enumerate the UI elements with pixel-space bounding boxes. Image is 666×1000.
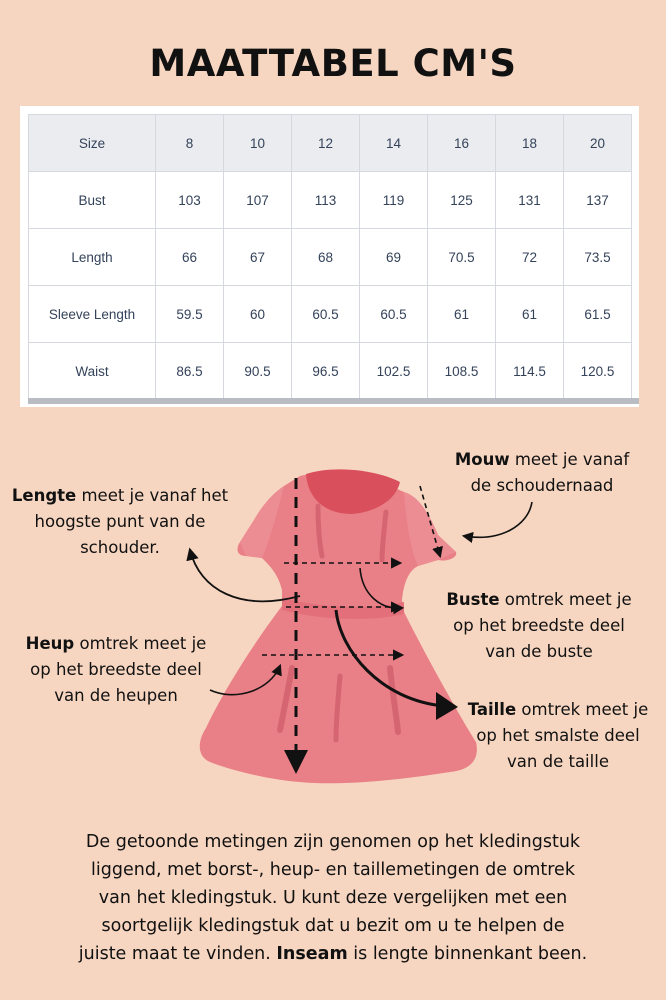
header-size: 8	[156, 115, 224, 172]
table-cell: 72	[496, 229, 564, 286]
callout-line	[454, 697, 662, 723]
row-label: Waist	[29, 343, 156, 400]
callout-term: Buste	[446, 590, 500, 609]
table-cell: 61	[496, 286, 564, 343]
table-cell: 120.5	[564, 343, 632, 400]
callout-text: van de heupen	[54, 686, 178, 705]
table-cell: 137	[564, 172, 632, 229]
callout-text: meet je vanaf het	[76, 486, 229, 505]
callout-term: Lengte	[11, 486, 77, 505]
footer-note	[30, 828, 636, 968]
table-cell: 59.5	[156, 286, 224, 343]
callout-text: op het breedste deel	[453, 616, 625, 635]
footer-line	[30, 940, 636, 968]
footer-line: liggend, met borst-, heup- en taillemetingen de omtrek	[91, 860, 575, 880]
header-size: 18	[496, 115, 564, 172]
table-cell: 69	[360, 229, 428, 286]
callout-buste	[432, 587, 646, 665]
callout-term: Taille	[467, 700, 517, 719]
table-cell: 70.5	[428, 229, 496, 286]
footer-text: is lengte binnenkant been.	[347, 944, 588, 964]
callout-line	[8, 483, 232, 509]
header-size: 16	[428, 115, 496, 172]
table-cell: 67	[224, 229, 292, 286]
table-cell: 103	[156, 172, 224, 229]
header-size: 20	[564, 115, 632, 172]
page-title: MAATTABEL CM'S	[149, 42, 517, 85]
callout-mouw	[442, 447, 642, 499]
callout-text: hoogste punt van de	[34, 512, 206, 531]
header-size: 10	[224, 115, 292, 172]
callout-heup	[6, 631, 226, 709]
callout-line	[442, 447, 642, 473]
callout-text: de schoudernaad	[470, 476, 614, 495]
callout-text: omtrek meet je	[516, 700, 649, 719]
header-size: 14	[360, 115, 428, 172]
table-cell: 90.5	[224, 343, 292, 400]
callout-text: op het smalste deel	[476, 726, 640, 745]
callout-term: Heup	[25, 634, 75, 653]
callout-text: schouder.	[80, 538, 160, 557]
footer-bold-term: Inseam	[276, 944, 348, 964]
callout-line	[6, 631, 226, 657]
callout-text: meet je vanaf	[509, 450, 630, 469]
footer-line: De getoonde metingen zijn genomen op het kledingstuk	[85, 832, 581, 852]
table-cell: 113	[292, 172, 360, 229]
callout-lengte	[8, 483, 232, 561]
table-cell: 102.5	[360, 343, 428, 400]
table-cell: 60	[224, 286, 292, 343]
callout-term: Mouw	[454, 450, 510, 469]
callout-line	[432, 587, 646, 613]
callout-text: op het breedste deel	[30, 660, 202, 679]
table-cell: 119	[360, 172, 428, 229]
table-cell: 96.5	[292, 343, 360, 400]
callout-text: omtrek meet je	[74, 634, 207, 653]
footer-line: soortgelijk kledingstuk dat u bezit om u te helpen de	[101, 916, 565, 936]
table-cell: 61.5	[564, 286, 632, 343]
callout-taille	[454, 697, 662, 775]
row-label: Bust	[29, 172, 156, 229]
table-cell: 125	[428, 172, 496, 229]
callout-text: van de buste	[485, 642, 593, 661]
callout-text: van de taille	[507, 752, 609, 771]
footer-text: juiste maat te vinden.	[78, 944, 277, 964]
table-cell: 108.5	[428, 343, 496, 400]
table-cell: 68	[292, 229, 360, 286]
row-label: Sleeve Length	[29, 286, 156, 343]
table-cell: 86.5	[156, 343, 224, 400]
table-cell: 60.5	[360, 286, 428, 343]
table-cell: 131	[496, 172, 564, 229]
table-cell: 114.5	[496, 343, 564, 400]
table-cell: 66	[156, 229, 224, 286]
row-label: Length	[29, 229, 156, 286]
table-cell: 107	[224, 172, 292, 229]
table-cell: 60.5	[292, 286, 360, 343]
header-size-label: Size	[29, 115, 156, 172]
table-cell: 61	[428, 286, 496, 343]
footer-line: van het kledingstuk. U kunt deze vergelijken met een	[98, 888, 568, 908]
callout-text: omtrek meet je	[499, 590, 632, 609]
table-cell: 73.5	[564, 229, 632, 286]
header-size: 12	[292, 115, 360, 172]
